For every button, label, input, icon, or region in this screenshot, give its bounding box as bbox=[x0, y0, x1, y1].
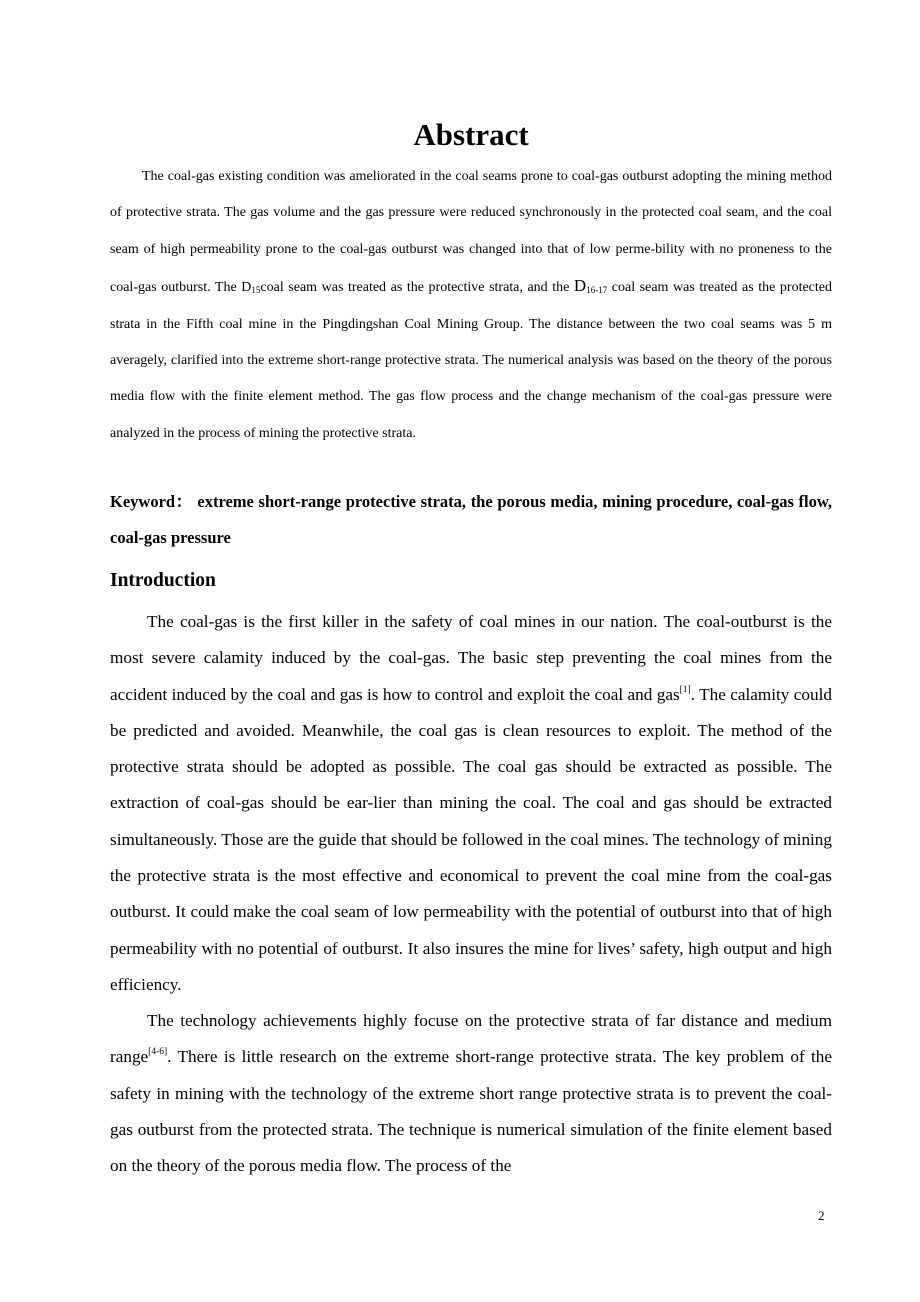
paragraph-2-text-a: The technology achievements highly focuse on the protective strata of far distance and medium range bbox=[110, 1011, 832, 1067]
paragraph-2-text-b: . There is little research on the extreme short-range protective strata. The key problem of the safety in mining with the technology of the extreme short range protective strata is to prevent the coal-gas outburst from the protected strata. The technique is numerical simulation of the finite element based on the theory of the porous media flow. The process of the bbox=[110, 1047, 832, 1176]
citation-4-6: [4-6] bbox=[148, 1047, 168, 1058]
keywords bbox=[110, 484, 832, 556]
paragraph-1-text-a: The coal-gas is the first killer in the safety of coal mines in our nation. The coal-outburst is the most severe calamity induced by the coal-gas. The basic step preventing the coal mines from the accident induced by the coal and gas is how to control and exploit the coal and gas bbox=[110, 612, 832, 704]
keyword-label: Keyword： bbox=[110, 492, 193, 511]
keyword-list: extreme short-range protective strata, the porous media, mining procedure, coal-gas flow, coal-gas pressure bbox=[110, 492, 833, 547]
d15-letter: D bbox=[241, 280, 252, 296]
citation-1: [1] bbox=[679, 684, 691, 695]
abstract-part2: coal seam was treated as the protective strata, and the bbox=[260, 280, 574, 296]
d1617-subscript: 16-17 bbox=[586, 285, 608, 296]
abstract-part3: coal seam was treated as the protected strata in the Fifth coal mine in the Pingdingshan Coal Mining Group. The distance between the two coal seams was 5 m averagely, clarified into the extreme short-range protective strata. The numerical analysis was based on the theory of the porous media flow with the finite element method. The gas flow process and the change mechanism of the coal-gas pressure were analyzed in the process of mining the protective strata. bbox=[110, 280, 832, 441]
introduction-paragraph-2 bbox=[110, 1003, 832, 1184]
introduction-heading: Introduction bbox=[110, 570, 216, 591]
abstract-part1: The coal-gas existing condition was ameliorated in the coal seams prone to coal-gas outburst adopting the mining method of protective strata. The gas volume and the gas pressure were reduced synchronously in the protected coal seam, and the coal seam of high permeability prone to the coal-gas outburst was changed into that of low perme-bility with no proneness to the coal-gas outburst. The bbox=[110, 169, 832, 296]
d1617-letter: D bbox=[573, 276, 587, 296]
d15-subscript: 15 bbox=[251, 285, 261, 296]
introduction-paragraph-1 bbox=[110, 604, 832, 1003]
abstract-title: Abstract bbox=[413, 117, 529, 152]
abstract-text bbox=[110, 159, 832, 452]
page-number: 2 bbox=[818, 1208, 825, 1223]
paragraph-1-text-b: . The calamity could be predicted and avoided. Meanwhile, the coal gas is clean resources to exploit. The method of the protective strata should be adopted as possible. The coal gas should be extracted as possible. The extraction of coal-gas should be ear-lier than mining the coal. The coal and gas should be extracted simultaneously. Those are the guide that should be followed in the coal mines. The technology of mining the protective strata is the most effective and economical to prevent the coal mine from the coal-gas outburst. It could make the coal seam of low permeability with the potential of outburst into that of high permeability with no potential of outburst. It also insures the mine for lives’ safety, high output and high efficiency. bbox=[110, 684, 832, 994]
